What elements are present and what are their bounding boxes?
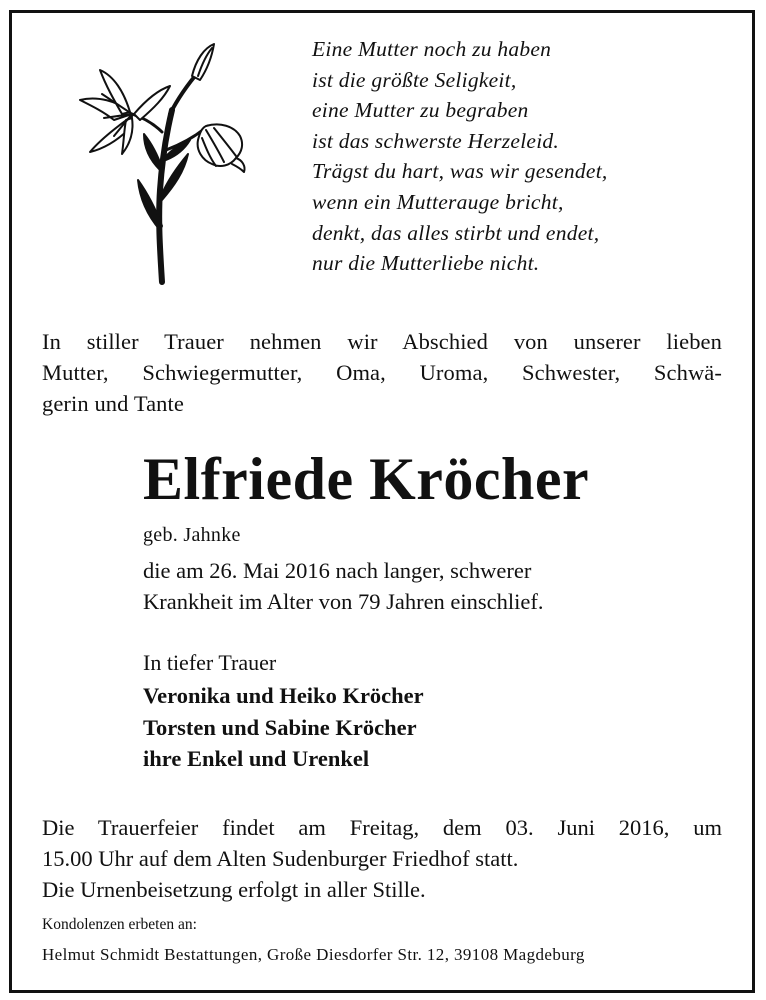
service-info [42,812,722,905]
intro-line: gerin und Tante [42,391,184,416]
death-line: die am 26. Mai 2016 nach langer, schwerer [143,558,532,583]
poem-line: eine Mutter zu begraben [312,98,529,123]
poem-line: Trägst du hart, was wir gesendet, [312,159,608,184]
service-line: 15.00 Uhr auf dem Alten Sudenburger Friedhof statt. [42,846,519,871]
mourning-heading: In tiefer Trauer [143,650,277,675]
lily-icon [74,40,254,290]
mourner-name: Veronika und Heiko Kröcher [143,683,424,708]
service-line: Die Urnenbeisetzung erfolgt in aller Stille. [42,877,426,902]
condolences-label: Kondolenzen erbeten an: [42,916,197,933]
intro-line: Mutter, Schwiegermutter, Oma, Uroma, Schwester, Schwä- [42,360,722,385]
birth-name: geb. Jahnke [143,524,241,546]
mourner-name: Torsten und Sabine Kröcher [143,714,417,740]
poem-line: nur die Mutterliebe nicht. [312,251,540,276]
mourner-name: ihre Enkel und Urenkel [143,746,370,771]
poem-line: ist das schwerste Herzeleid. [312,128,560,153]
death-line: Krankheit im Alter von 79 Jahren einschlief. [143,589,544,614]
intro-paragraph [42,326,722,419]
poem-line: ist die größte Seligkeit, [312,67,517,92]
death-notice [143,555,643,617]
service-line: Die Trauerfeier findet am Freitag, dem 03. Juni 2016, um [42,815,722,840]
mourner-list [143,680,424,775]
intro-line: In stiller Trauer nehmen wir Abschied von unserer lieben [42,329,722,354]
poem-line: denkt, das alles stirbt und endet, [312,220,600,245]
condolences-address: Helmut Schmidt Bestattungen, Große Diesdorfer Str. 12, 39108 Magdeburg [42,945,585,964]
poem [312,34,732,279]
poem-line: wenn ein Mutterauge bricht, [312,189,564,214]
poem-line: Eine Mutter noch zu haben [312,37,552,61]
deceased-name: Elfriede Kröcher [143,446,590,512]
